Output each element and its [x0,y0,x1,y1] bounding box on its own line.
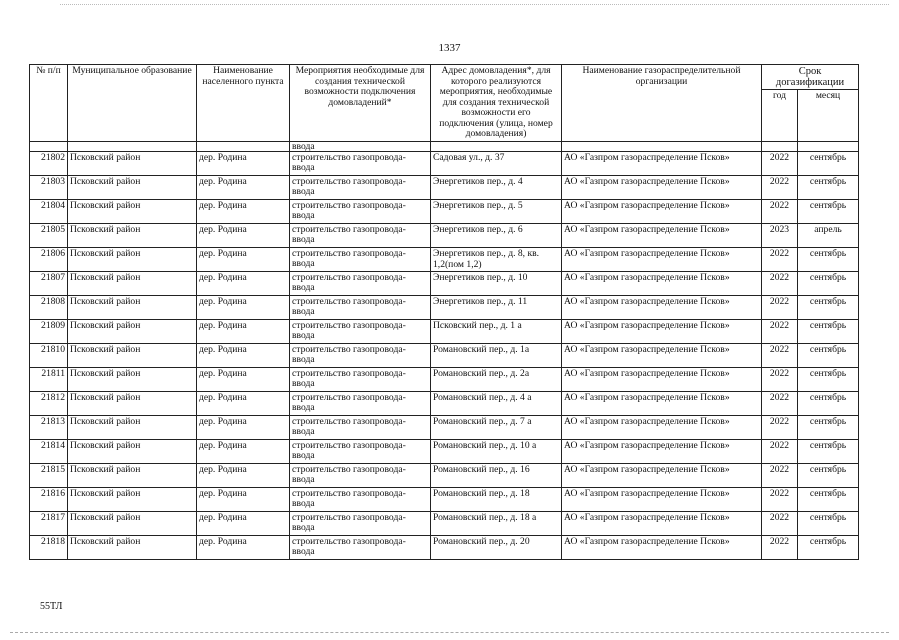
cell-month: сентябрь [798,272,859,296]
cell-org: АО «Газпром газораспределение Псков» [562,176,762,200]
cell-settlement: дер. Родина [197,296,290,320]
cell-year: 2022 [762,272,798,296]
cell-num: 21805 [30,224,68,248]
cell-org: АО «Газпром газораспределение Псков» [562,320,762,344]
cell-org: АО «Газпром газораспределение Псков» [562,368,762,392]
cell-address: Романовский пер., д. 1а [431,344,562,368]
cell-municipality: Псковский район [68,440,197,464]
cell-org: АО «Газпром газораспределение Псков» [562,152,762,176]
cell-measure: строительство газопровода-ввода [290,392,431,416]
cell-measure: строительство газопровода-ввода [290,176,431,200]
cell-num: 21809 [30,320,68,344]
cell-year: 2022 [762,344,798,368]
cell-month: сентябрь [798,176,859,200]
header-year: год [762,90,798,142]
cell-address: Энергетиков пер., д. 4 [431,176,562,200]
continuation-row [30,141,859,152]
cell-measure: строительство газопровода-ввода [290,320,431,344]
cell-num: 21803 [30,176,68,200]
header-org: Наименование газораспределительной организации [562,65,762,142]
cell-year: 2022 [762,368,798,392]
cell-municipality: Псковский район [68,344,197,368]
cell-address: Романовский пер., д. 18 а [431,512,562,536]
cell-municipality: Псковский район [68,392,197,416]
table-row [30,416,859,440]
cell-org: АО «Газпром газораспределение Псков» [562,464,762,488]
cell-address: Романовский пер., д. 2а [431,368,562,392]
cell-municipality: Псковский район [68,176,197,200]
cell-year: 2022 [762,200,798,224]
table-row [30,224,859,248]
cell-settlement: дер. Родина [197,488,290,512]
cell-measure: строительство газопровода-ввода [290,152,431,176]
cell-month: сентябрь [798,344,859,368]
cell-municipality: Псковский район [68,488,197,512]
cell-address: Энергетиков пер., д. 8, кв. 1,2(пом 1,2) [431,248,562,272]
table-row [30,536,859,560]
cell-year: 2022 [762,416,798,440]
cell-measure: строительство газопровода-ввода [290,224,431,248]
cell-num: 21804 [30,200,68,224]
scan-edge-bottom [10,632,889,633]
cell-measure: строительство газопровода-ввода [290,248,431,272]
cell-num: 21818 [30,536,68,560]
cell-address: Романовский пер., д. 10 а [431,440,562,464]
cell-month: сентябрь [798,536,859,560]
cell-year: 2022 [762,392,798,416]
cell-num: 21807 [30,272,68,296]
continuation-text: ввода [290,141,431,152]
cell-settlement: дер. Родина [197,512,290,536]
cell-month: сентябрь [798,248,859,272]
cell-num: 21815 [30,464,68,488]
cell-org: АО «Газпром газораспределение Псков» [562,200,762,224]
cell-year: 2022 [762,512,798,536]
header-municipality: Муниципальное образование [68,65,197,142]
cell-num: 21806 [30,248,68,272]
cell-year: 2022 [762,464,798,488]
header-address: Адрес домовладения*, для которого реализуются мероприятия, необходимые для создания технической возможности его подключения (улица, номер домовладения) [431,65,562,142]
cell-month: сентябрь [798,392,859,416]
cell-municipality: Псковский район [68,416,197,440]
cell-org: АО «Газпром газораспределение Псков» [562,416,762,440]
cell-settlement: дер. Родина [197,344,290,368]
cell-municipality: Псковский район [68,272,197,296]
cell-num: 21808 [30,296,68,320]
table-row [30,488,859,512]
table-row [30,320,859,344]
cell-org: АО «Газпром газораспределение Псков» [562,512,762,536]
table-row [30,464,859,488]
header-measures: Мероприятия необходимые для создания технической возможности подключения домовладений* [290,65,431,142]
cell-settlement: дер. Родина [197,392,290,416]
cell-address: Садовая ул., д. 37 [431,152,562,176]
cell-num: 21802 [30,152,68,176]
cell-measure: строительство газопровода-ввода [290,488,431,512]
cell-num: 21817 [30,512,68,536]
table-row [30,248,859,272]
cell-address: Энергетиков пер., д. 10 [431,272,562,296]
cell-settlement: дер. Родина [197,176,290,200]
cell-settlement: дер. Родина [197,152,290,176]
table-row [30,368,859,392]
cell-org: АО «Газпром газораспределение Псков» [562,296,762,320]
cell-settlement: дер. Родина [197,536,290,560]
table-row [30,344,859,368]
cell-month: сентябрь [798,200,859,224]
table-row [30,200,859,224]
cell-settlement: дер. Родина [197,248,290,272]
table-row [30,512,859,536]
cell-measure: строительство газопровода-ввода [290,272,431,296]
cell-municipality: Псковский район [68,248,197,272]
cell-measure: строительство газопровода-ввода [290,464,431,488]
cell-measure: строительство газопровода-ввода [290,344,431,368]
cell-municipality: Псковский район [68,296,197,320]
cell-num: 21814 [30,440,68,464]
cell-year: 2022 [762,536,798,560]
cell-num: 21811 [30,368,68,392]
cell-municipality: Псковский район [68,512,197,536]
cell-address: Псковский пер., д. 1 а [431,320,562,344]
table-row [30,440,859,464]
cell-year: 2022 [762,248,798,272]
cell-measure: строительство газопровода-ввода [290,296,431,320]
cell-org: АО «Газпром газораспределение Псков» [562,440,762,464]
table-row [30,296,859,320]
cell-month: сентябрь [798,296,859,320]
cell-org: АО «Газпром газораспределение Псков» [562,392,762,416]
cell-address: Романовский пер., д. 4 а [431,392,562,416]
cell-municipality: Псковский район [68,464,197,488]
cell-year: 2022 [762,488,798,512]
header-num: № п/п [30,65,68,142]
cell-settlement: дер. Родина [197,464,290,488]
cell-month: сентябрь [798,440,859,464]
cell-month: сентябрь [798,464,859,488]
cell-municipality: Псковский район [68,320,197,344]
gasification-table [29,64,859,560]
header-period: Срок догазификации [762,65,859,90]
cell-month: сентябрь [798,512,859,536]
cell-num: 21812 [30,392,68,416]
cell-year: 2022 [762,320,798,344]
cell-year: 2022 [762,176,798,200]
table-row [30,176,859,200]
table-row [30,392,859,416]
footer-code: 55ТЛ [40,601,63,612]
cell-month: апрель [798,224,859,248]
cell-org: АО «Газпром газораспределение Псков» [562,224,762,248]
cell-num: 21813 [30,416,68,440]
cell-month: сентябрь [798,320,859,344]
cell-num: 21816 [30,488,68,512]
table-row [30,272,859,296]
page-number: 1337 [438,42,461,54]
cell-address: Романовский пер., д. 7 а [431,416,562,440]
cell-address: Энергетиков пер., д. 11 [431,296,562,320]
cell-address: Романовский пер., д. 16 [431,464,562,488]
cell-org: АО «Газпром газораспределение Псков» [562,488,762,512]
cell-address: Романовский пер., д. 18 [431,488,562,512]
cell-year: 2022 [762,152,798,176]
cell-month: сентябрь [798,416,859,440]
cell-settlement: дер. Родина [197,272,290,296]
cell-num: 21810 [30,344,68,368]
cell-municipality: Псковский район [68,368,197,392]
table-row [30,152,859,176]
cell-municipality: Псковский район [68,152,197,176]
cell-municipality: Псковский район [68,224,197,248]
cell-month: сентябрь [798,152,859,176]
cell-year: 2023 [762,224,798,248]
cell-municipality: Псковский район [68,536,197,560]
scan-edge-top [60,4,889,5]
cell-month: сентябрь [798,368,859,392]
cell-settlement: дер. Родина [197,416,290,440]
cell-month: сентябрь [798,488,859,512]
header-settlement: Наименование населенного пункта [197,65,290,142]
cell-settlement: дер. Родина [197,200,290,224]
cell-address: Романовский пер., д. 20 [431,536,562,560]
cell-measure: строительство газопровода-ввода [290,440,431,464]
cell-address: Энергетиков пер., д. 5 [431,200,562,224]
cell-year: 2022 [762,296,798,320]
cell-measure: строительство газопровода-ввода [290,536,431,560]
cell-measure: строительство газопровода-ввода [290,512,431,536]
cell-measure: строительство газопровода-ввода [290,368,431,392]
cell-org: АО «Газпром газораспределение Псков» [562,536,762,560]
cell-measure: строительство газопровода-ввода [290,416,431,440]
cell-org: АО «Газпром газораспределение Псков» [562,272,762,296]
cell-settlement: дер. Родина [197,368,290,392]
cell-org: АО «Газпром газораспределение Псков» [562,344,762,368]
cell-municipality: Псковский район [68,200,197,224]
cell-settlement: дер. Родина [197,440,290,464]
cell-settlement: дер. Родина [197,320,290,344]
cell-org: АО «Газпром газораспределение Псков» [562,248,762,272]
cell-measure: строительство газопровода-ввода [290,200,431,224]
cell-year: 2022 [762,440,798,464]
header-month: месяц [798,90,859,142]
cell-settlement: дер. Родина [197,224,290,248]
cell-address: Энергетиков пер., д. 6 [431,224,562,248]
